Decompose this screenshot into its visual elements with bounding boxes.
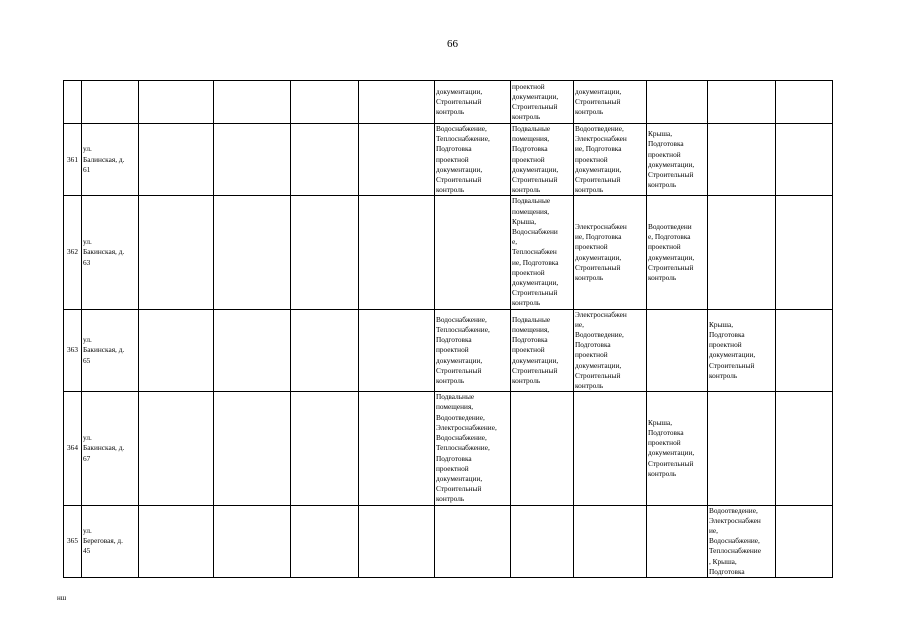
- work-cell: [435, 505, 511, 577]
- empty-cell: [139, 81, 214, 124]
- work-cell: Крыша, Подготовка проектной документации, Строительный контроль: [647, 392, 708, 505]
- empty-cell: [214, 124, 291, 196]
- work-cell: [708, 81, 776, 124]
- page-number: 66: [447, 38, 458, 50]
- address-cell: ул. Бакинская, д. 67: [82, 392, 139, 505]
- address-cell: ул. Береговая, д. 45: [82, 505, 139, 577]
- work-cell: документации, Строительный контроль: [435, 81, 511, 124]
- empty-cell: [359, 124, 435, 196]
- work-cell: Электроснабжен ие, Подготовка проектной документации, Строительный контроль: [574, 196, 647, 309]
- work-cell: Подвальные помещения, Подготовка проектной документации, Строительный контроль: [511, 124, 574, 196]
- address-cell: [82, 81, 139, 124]
- footer-note: нш: [57, 594, 67, 602]
- work-cell: [647, 81, 708, 124]
- table-row: [64, 196, 833, 309]
- work-cell: Подвальные помещения, Подготовка проектной документации, Строительный контроль: [511, 309, 574, 392]
- empty-cell: [214, 309, 291, 392]
- empty-cell: [291, 309, 359, 392]
- work-cell: [574, 505, 647, 577]
- empty-cell: [291, 81, 359, 124]
- work-cell: проектной документации, Строительный контроль: [511, 81, 574, 124]
- table-row: [64, 309, 833, 392]
- empty-cell: [139, 196, 214, 309]
- row-number: 362: [64, 196, 82, 309]
- row-number: 361: [64, 124, 82, 196]
- work-cell: Подвальные помещения, Крыша, Водоснабжени е, Теплоснабжен ие, Подготовка проектной документации, Строительный контроль: [511, 196, 574, 309]
- empty-cell: [776, 124, 833, 196]
- work-cell: [647, 505, 708, 577]
- work-cell: [511, 392, 574, 505]
- work-cell: документации, Строительный контроль: [574, 81, 647, 124]
- empty-cell: [776, 505, 833, 577]
- table-row: [64, 505, 833, 577]
- empty-cell: [291, 505, 359, 577]
- work-cell: Крыша, Подготовка проектной документации, Строительный контроль: [647, 124, 708, 196]
- empty-cell: [214, 392, 291, 505]
- work-cell: [435, 196, 511, 309]
- empty-cell: [214, 196, 291, 309]
- empty-cell: [139, 124, 214, 196]
- table-row: [64, 124, 833, 196]
- empty-cell: [359, 392, 435, 505]
- empty-cell: [359, 81, 435, 124]
- empty-cell: [776, 81, 833, 124]
- table-row: [64, 392, 833, 505]
- work-cell: [708, 392, 776, 505]
- row-number: 365: [64, 505, 82, 577]
- empty-cell: [776, 309, 833, 392]
- empty-cell: [139, 392, 214, 505]
- empty-cell: [359, 196, 435, 309]
- row-number: 364: [64, 392, 82, 505]
- empty-cell: [776, 196, 833, 309]
- empty-cell: [214, 505, 291, 577]
- empty-cell: [359, 505, 435, 577]
- row-number: 363: [64, 309, 82, 392]
- address-cell: ул. Бакинская, д. 63: [82, 196, 139, 309]
- empty-cell: [776, 392, 833, 505]
- empty-cell: [139, 505, 214, 577]
- work-cell: Водоотведени е, Подготовка проектной документации, Строительный контроль: [647, 196, 708, 309]
- empty-cell: [291, 196, 359, 309]
- empty-cell: [214, 81, 291, 124]
- empty-cell: [291, 124, 359, 196]
- work-cell: [511, 505, 574, 577]
- work-cell: [708, 124, 776, 196]
- work-cell: Крыша, Подготовка проектной документации, Строительный контроль: [708, 309, 776, 392]
- empty-cell: [359, 309, 435, 392]
- work-cell: Электроснабжен ие, Водоотведение, Подготовка проектной документации, Строительный контроль: [574, 309, 647, 392]
- table-row: [64, 81, 833, 124]
- work-cell: [574, 392, 647, 505]
- work-cell: Водоснабжение, Теплоснабжение, Подготовка проектной документации, Строительный контроль: [435, 309, 511, 392]
- work-cell: Подвальные помещения, Водоотведение, Электроснабжение, Водоснабжение, Теплоснабжение, Подготовка проектной документации, Строительный контроль: [435, 392, 511, 505]
- row-number: [64, 81, 82, 124]
- work-cell: Водоотведение, Электроснабжен ие, Подготовка проектной документации, Строительный контроль: [574, 124, 647, 196]
- work-cell: [708, 196, 776, 309]
- repair-schedule-table: [63, 80, 833, 578]
- empty-cell: [139, 309, 214, 392]
- work-cell: Водоснабжение, Теплоснабжение, Подготовка проектной документации, Строительный контроль: [435, 124, 511, 196]
- work-cell: Водоотведение, Электроснабжен ие, Водоснабжение, Теплоснабжение , Крыша, Подготовка: [708, 505, 776, 577]
- address-cell: ул. Бакинская, д. 65: [82, 309, 139, 392]
- address-cell: ул. Балинская, д. 61: [82, 124, 139, 196]
- empty-cell: [291, 392, 359, 505]
- work-cell: [647, 309, 708, 392]
